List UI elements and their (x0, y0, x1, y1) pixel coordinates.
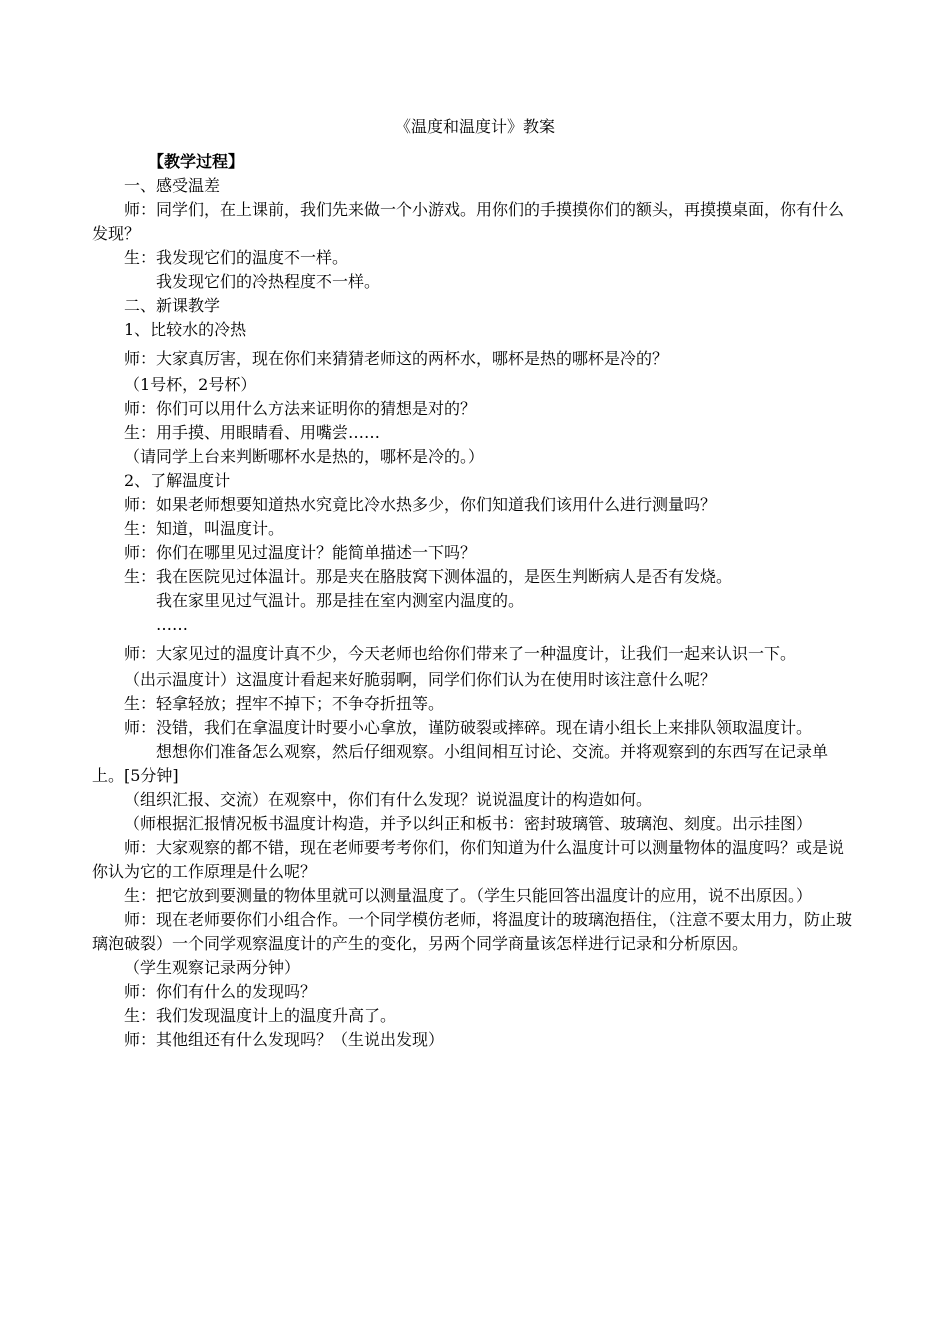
paragraph: 二、新课教学 (124, 296, 221, 315)
paragraph: 生：把它放到要测量的物体里就可以测量温度了。（学生只能回答出温度计的应用，说不出原因。） (124, 886, 813, 905)
paragraph: 生：我们发现温度计上的温度升高了。 (124, 1006, 397, 1025)
paragraph: 想想你们准备怎么观察，然后仔细观察。小组间相互讨论、交流。并将观察到的东西写在记录单上。[5分钟] (92, 742, 829, 785)
paragraph: 师：你们有什么的发现吗？ (124, 982, 317, 1001)
paragraph: （学生观察记录两分钟） (124, 958, 301, 977)
paragraph: 生：我发现它们的温度不一样。 (124, 248, 349, 267)
section-heading: 【教学过程】 (148, 152, 245, 171)
paragraph: 师：大家见过的温度计真不少，今天老师也给你们带来了一种温度计，让我们一起来认识一下。 (124, 644, 797, 663)
paragraph: 2、了解温度计 (124, 471, 231, 490)
paragraph: （组织汇报、交流）在观察中，你们有什么发现？说说温度计的构造如何。 (124, 790, 653, 809)
paragraph: 1、比较水的冷热 (124, 320, 247, 339)
paragraph: 师：同学们，在上课前，我们先来做一个小游戏。用你们的手摸摸你们的额头，再摸摸桌面，你有什么发现？ (92, 200, 845, 243)
paragraph: 师：大家观察的都不错，现在老师要考考你们，你们知道为什么温度计可以测量物体的温度吗？或是说你认为它的工作原理是什么呢？ (92, 838, 845, 881)
paragraph: （师根据汇报情况板书温度计构造，并予以纠正和板书：密封玻璃管、玻璃泡、刻度。出示挂图） (124, 814, 813, 833)
paragraph: 生：我在医院见过体温计。那是夹在胳肢窝下测体温的，是医生判断病人是否有发烧。 (124, 567, 733, 586)
paragraph: 生：知道，叫温度计。 (124, 519, 285, 538)
paragraph: （出示温度计）这温度计看起来好脆弱啊，同学们你们认为在使用时该注意什么呢？ (124, 670, 717, 689)
paragraph: 师：你们可以用什么方法来证明你的猜想是对的？ (124, 399, 477, 418)
paragraph: 我在家里见过气温计。那是挂在室内测室内温度的。 (156, 591, 525, 610)
paragraph: （请同学上台来判断哪杯水是热的，哪杯是冷的。） (124, 447, 485, 466)
paragraph: （1号杯，2号杯） (124, 375, 257, 394)
paragraph: 师：大家真厉害，现在你们来猜猜老师这的两杯水，哪杯是热的哪杯是冷的？ (124, 349, 669, 368)
paragraph: 我发现它们的冷热程度不一样。 (156, 272, 381, 291)
paragraph: 一、感受温差 (124, 176, 221, 195)
paragraph: 师：现在老师要你们小组合作。一个同学模仿老师，将温度计的玻璃泡捂住，（注意不要太用力，防止玻璃泡破裂）一个同学观察温度计的产生的变化，另两个同学商量该怎样进行记录和分析原因。 (92, 910, 853, 953)
document-title: 《温度和温度计》教案 (394, 117, 555, 136)
paragraph: 师：你们在哪里见过温度计？能简单描述一下吗？ (124, 543, 477, 562)
paragraph: 生：用手摸、用眼睛看、用嘴尝…… (124, 423, 381, 442)
document-body (92, 174, 858, 1052)
paragraph: 师：如果老师想要知道热水究竟比冷水热多少，你们知道我们该用什么进行测量吗？ (124, 495, 717, 514)
paragraph: 生：轻拿轻放；捏牢不掉下；不争夺折扭等。 (124, 694, 445, 713)
paragraph: …… (156, 615, 188, 634)
paragraph: 师：没错，我们在拿温度计时要小心拿放，谨防破裂或摔碎。现在请小组长上来排队领取温度计。 (124, 718, 813, 737)
paragraph: 师：其他组还有什么发现吗？（生说出发现） (124, 1030, 445, 1049)
